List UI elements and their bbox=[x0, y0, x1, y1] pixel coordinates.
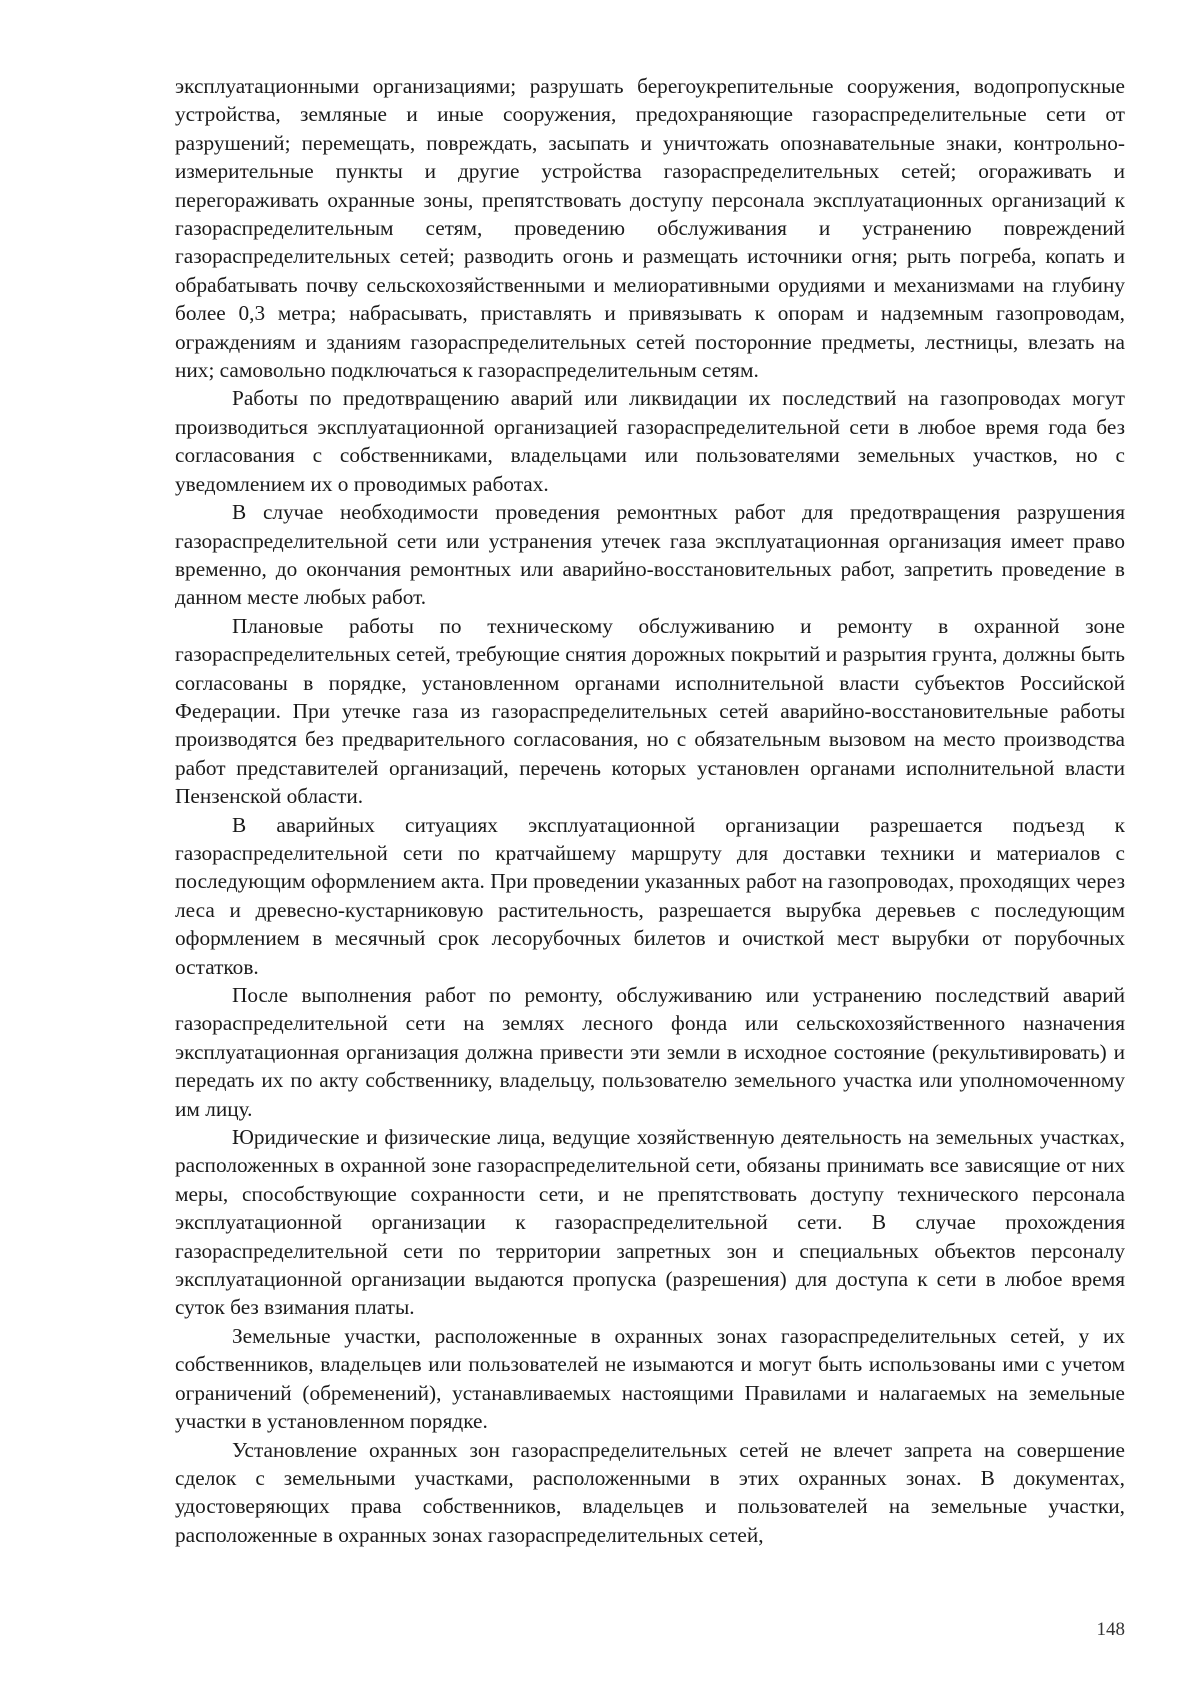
paragraph: Плановые работы по техническому обслуживанию и ремонту в охранной зоне газораспределительных сетей, требующие снятия дорожных покрытий и разрытия грунта, должны быть согласованы в порядке, установленном органами исполнительной власти субъектов Российской Федерации. При утечке газа из газораспределительных сетей аварийно-восстановительные работы производятся без предварительного согласования, но с обязательным вызовом на место производства работ представителей организаций, перечень которых установлен органами исполнительной власти Пензенской области. bbox=[175, 613, 1125, 809]
paragraph: В случае необходимости проведения ремонтных работ для предотвращения разрушения газораспределительной сети или устранения утечек газа эксплуатационная организация имеет право временно, до окончания ремонтных или аварийно-восстановительных работ, запретить проведение в данном месте любых работ. bbox=[175, 500, 1125, 610]
paragraph: Юридические и физические лица, ведущие хозяйственную деятельность на земельных участках, расположенных в охранной зоне газораспределительной сети, обязаны принимать все зависящие от них меры, способствующие сохранности сети, и не препятствовать доступу технического персонала эксплуатационной организации к газораспределительной сети. В случае прохождения газораспределительной сети по территории запретных зон и специальных объектов персоналу эксплуатационной организации выдаются пропуска (разрешения) для доступа к сети в любое время суток без взимания платы. bbox=[175, 1125, 1125, 1320]
paragraph: В аварийных ситуациях эксплуатационной организации разрешается подъезд к газораспределительной сети по кратчайшему маршруту для доставки техники и материалов с последующим оформлением акта. При проведении указанных работ на газопроводах, проходящих через леса и древесно-кустарниковую растительность, разрешается вырубка деревьев с последующим оформлением в месячный срок лесорубочных билетов и очисткой мест вырубки от порубочных остатков. bbox=[175, 812, 1125, 979]
paragraph: Работы по предотвращению аварий или ликвидации их последствий на газопроводах могут производиться эксплуатационной организацией газораспределительной сети в любое время года без согласования с собственниками, владельцами или пользователями земельных участков, но с уведомлением их о проводимых работах. bbox=[175, 386, 1125, 496]
page-number: 148 bbox=[1096, 1619, 1125, 1640]
paragraph: После выполнения работ по ремонту, обслуживанию или устранению последствий аварий газораспределительной сети на землях лесного фонда или сельскохозяйственного назначения эксплуатационная организация должна привести эти земли в исходное состояние (рекультивировать) и передать их по акту собственнику, владельцу, пользователю земельного участка или уполномоченному им лицу. bbox=[175, 983, 1125, 1121]
document-body bbox=[175, 72, 1125, 1549]
paragraph: эксплуатационными организациями; разрушать берегоукрепительные сооружения, водопропускные устройства, земляные и иные сооружения, предохраняющие газораспределительные сети от разрушений; перемещать, повреждать, засыпать и уничтожать опознавательные знаки, контрольно-измерительные пункты и другие устройства газораспределительных сетей; огораживать и перегораживать охранные зоны, препятствовать доступу персонала эксплуатационных организаций к газораспределительным сетям, проведению обслуживания и устранению повреждений газораспределительных сетей; разводить огонь и размещать источники огня; рыть погреба, копать и обрабатывать почву сельскохозяйственными и мелиоративными орудиями и механизмами на глубину более 0,3 метра; набрасывать, приставлять и привязывать к опорам и надземным газопроводам, ограждениям и зданиям газораспределительных сетей посторонние предметы, лестницы, влезать на них; самовольно подключаться к газораспределительным сетям. bbox=[175, 74, 1125, 383]
paragraph: Земельные участки, расположенные в охранных зонах газораспределительных сетей, у их собственников, владельцев или пользователей не изымаются и могут быть использованы ими с учетом ограничений (обременений), устанавливаемых настоящими Правилами и налагаемых на земельные участки в установленном порядке. bbox=[175, 1323, 1125, 1434]
paragraph: Установление охранных зон газораспределительных сетей не влечет запрета на совершение сделок с земельными участками, расположенными в этих охранных зонах. В документах, удостоверяющих права собственников, владельцев и пользователей на земельные участки, расположенные в охранных зонах газораспределительных сетей, bbox=[175, 1437, 1125, 1547]
